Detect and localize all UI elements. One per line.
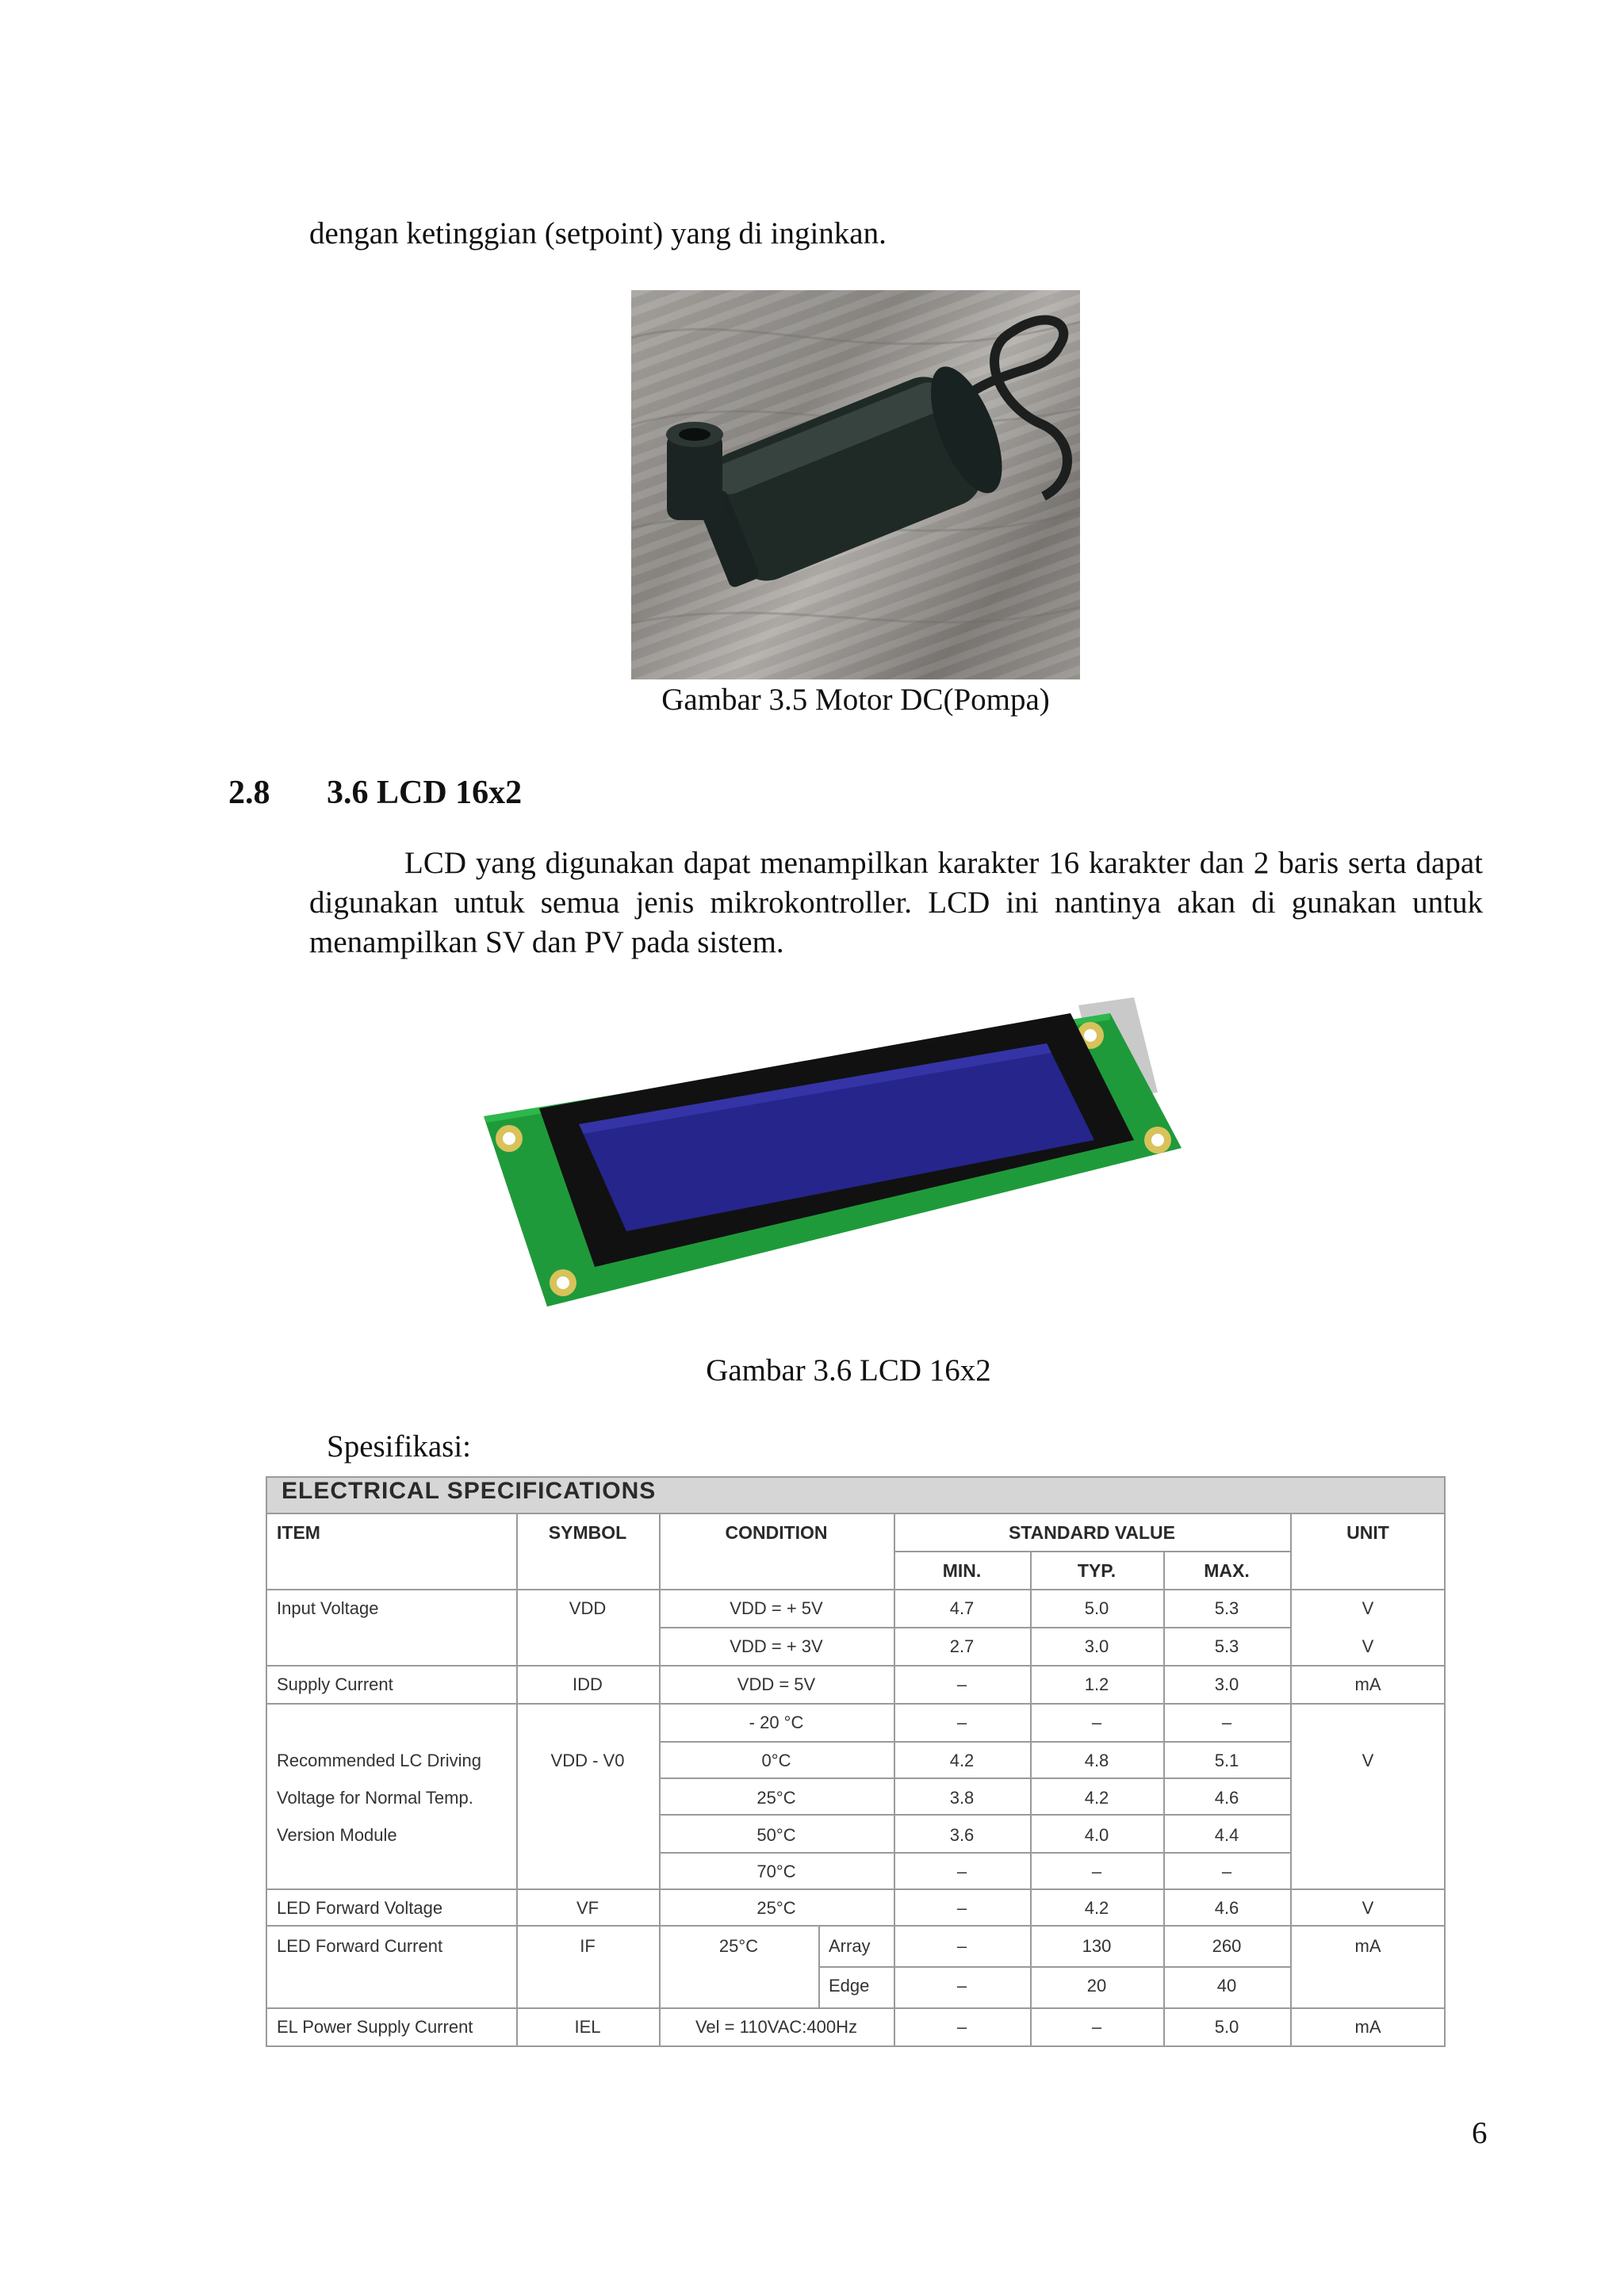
unit-lc-driving: V bbox=[1362, 1751, 1374, 1770]
item-lc-driving-2: Voltage for Normal Temp. bbox=[277, 1788, 473, 1808]
table-cell-max: – bbox=[1221, 1712, 1232, 1732]
table-cell-condition: 0°C bbox=[761, 1751, 791, 1770]
table-cell-condition: VDD = 5V bbox=[737, 1674, 816, 1694]
table-cell-typ: 4.8 bbox=[1084, 1751, 1109, 1770]
table-cell-typ: 5.0 bbox=[1084, 1598, 1109, 1618]
table-cell-sub: Array bbox=[829, 1936, 871, 1956]
spec-label: Spesifikasi: bbox=[327, 1429, 471, 1464]
header-max: MAX. bbox=[1204, 1560, 1250, 1581]
unit-el-power: mA bbox=[1354, 2017, 1381, 2037]
table-cell-min: 2.7 bbox=[949, 1636, 975, 1656]
unit-input-voltage-2: V bbox=[1362, 1636, 1374, 1656]
unit-supply-current: mA bbox=[1354, 1674, 1381, 1694]
table-title: ELECTRICAL SPECIFICATIONS bbox=[282, 1478, 657, 1504]
table-cell-max: 4.6 bbox=[1214, 1898, 1239, 1918]
table-cell-typ: – bbox=[1091, 1862, 1102, 1881]
table-cell-condition: 50°C bbox=[756, 1825, 796, 1845]
symbol-vdd: VDD bbox=[569, 1598, 607, 1618]
table-cell-min: – bbox=[956, 1674, 967, 1694]
table-cell-condition: 25°C bbox=[718, 1936, 759, 1956]
table-cell-min: 4.7 bbox=[949, 1598, 975, 1618]
item-led-forward-voltage: LED Forward Voltage bbox=[277, 1898, 443, 1918]
pump-image bbox=[631, 290, 1080, 679]
table-cell-typ: 20 bbox=[1086, 1976, 1107, 1996]
table-cell-min: – bbox=[956, 1976, 967, 1996]
header-min: MIN. bbox=[942, 1560, 982, 1581]
item-input-voltage: Input Voltage bbox=[277, 1598, 379, 1618]
symbol-iel: IEL bbox=[574, 2017, 601, 2037]
item-led-forward-current: LED Forward Current bbox=[277, 1936, 443, 1956]
table-cell-typ: 130 bbox=[1082, 1936, 1112, 1956]
pump-photo bbox=[631, 290, 1080, 679]
table-cell-min: 4.2 bbox=[949, 1751, 975, 1770]
table-cell-condition: - 20 °C bbox=[749, 1712, 804, 1732]
electrical-spec-table bbox=[266, 1476, 1446, 2047]
header-typ: TYP. bbox=[1077, 1560, 1116, 1581]
table-cell-typ: – bbox=[1091, 2017, 1102, 2037]
table-cell-min: 3.6 bbox=[949, 1825, 975, 1845]
unit-led-forward-voltage: V bbox=[1362, 1898, 1374, 1918]
header-standard-value: STANDARD VALUE bbox=[1009, 1522, 1175, 1543]
table-cell-typ: – bbox=[1091, 1712, 1102, 1732]
table-cell-max: 40 bbox=[1216, 1976, 1237, 1996]
table-cell-max: 3.0 bbox=[1214, 1674, 1239, 1694]
table-cell-condition: Vel = 110VAC:400Hz bbox=[695, 2017, 858, 2037]
table-cell-condition: VDD = + 5V bbox=[730, 1598, 823, 1618]
table-cell-min: 3.8 bbox=[949, 1788, 975, 1808]
table-cell-condition: 70°C bbox=[756, 1862, 796, 1881]
figure2-caption: Gambar 3.6 LCD 16x2 bbox=[706, 1353, 991, 1387]
section-number: 2.8 bbox=[228, 775, 270, 811]
header-symbol: SYMBOL bbox=[548, 1522, 627, 1543]
page-number: 6 bbox=[1472, 2116, 1488, 2150]
table-cell-max: 4.4 bbox=[1214, 1825, 1239, 1845]
item-lc-driving-3: Version Module bbox=[277, 1825, 397, 1845]
table-cell-max: 5.1 bbox=[1214, 1751, 1239, 1770]
item-supply-current: Supply Current bbox=[277, 1674, 393, 1694]
item-el-power: EL Power Supply Current bbox=[277, 2017, 473, 2037]
header-item: ITEM bbox=[277, 1522, 320, 1543]
table-cell-min: – bbox=[956, 1862, 967, 1881]
symbol-vdd-v0: VDD - V0 bbox=[550, 1751, 625, 1770]
top-line: dengan ketinggian (setpoint) yang di inginkan. bbox=[309, 216, 887, 251]
table-cell-min: – bbox=[956, 2017, 967, 2037]
item-lc-driving-1: Recommended LC Driving bbox=[277, 1751, 481, 1770]
table-cell-max: 4.6 bbox=[1214, 1788, 1239, 1808]
table-cell-min: – bbox=[956, 1712, 967, 1732]
table-cell-typ: 4.0 bbox=[1084, 1825, 1109, 1845]
table-cell-typ: 4.2 bbox=[1084, 1788, 1109, 1808]
lcd-image bbox=[476, 982, 1221, 1338]
table-cell-max: 260 bbox=[1212, 1936, 1242, 1956]
header-condition: CONDITION bbox=[725, 1522, 828, 1543]
table-cell-min: – bbox=[956, 1898, 967, 1918]
table-cell-max: 5.3 bbox=[1214, 1598, 1239, 1618]
table-cell-typ: 1.2 bbox=[1084, 1674, 1109, 1694]
table-cell-condition: 25°C bbox=[756, 1898, 796, 1918]
table-cell-typ: 3.0 bbox=[1084, 1636, 1109, 1656]
table-cell-max: 5.0 bbox=[1214, 2017, 1239, 2037]
header-unit: UNIT bbox=[1346, 1522, 1389, 1543]
symbol-vf: VF bbox=[576, 1898, 599, 1918]
table-cell-condition: VDD = + 3V bbox=[730, 1636, 823, 1656]
table-cell-min: – bbox=[956, 1936, 967, 1956]
table-cell-typ: 4.2 bbox=[1084, 1898, 1109, 1918]
table-cell-max: – bbox=[1221, 1862, 1232, 1881]
unit-input-voltage-1: V bbox=[1362, 1598, 1374, 1618]
body-paragraph: LCD yang digunakan dapat menampilkan karakter 16 karakter dan 2 baris serta dapat digunakan untuk semua jenis mikrokontroller. LCD ini nantinya akan di gunakan untuk menampilkan SV dan PV pada sistem. bbox=[309, 846, 1483, 959]
symbol-idd: IDD bbox=[573, 1674, 603, 1694]
table-cell-condition: 25°C bbox=[756, 1788, 796, 1808]
section-title: 3.6 LCD 16x2 bbox=[327, 775, 523, 811]
figure1-caption: Gambar 3.5 Motor DC(Pompa) bbox=[661, 683, 1050, 717]
unit-led-forward-current: mA bbox=[1354, 1936, 1381, 1956]
symbol-if: IF bbox=[580, 1936, 596, 1956]
table-cell-sub: Edge bbox=[829, 1976, 870, 1996]
lcd-photo bbox=[476, 982, 1221, 1338]
table-cell-max: 5.3 bbox=[1214, 1636, 1239, 1656]
